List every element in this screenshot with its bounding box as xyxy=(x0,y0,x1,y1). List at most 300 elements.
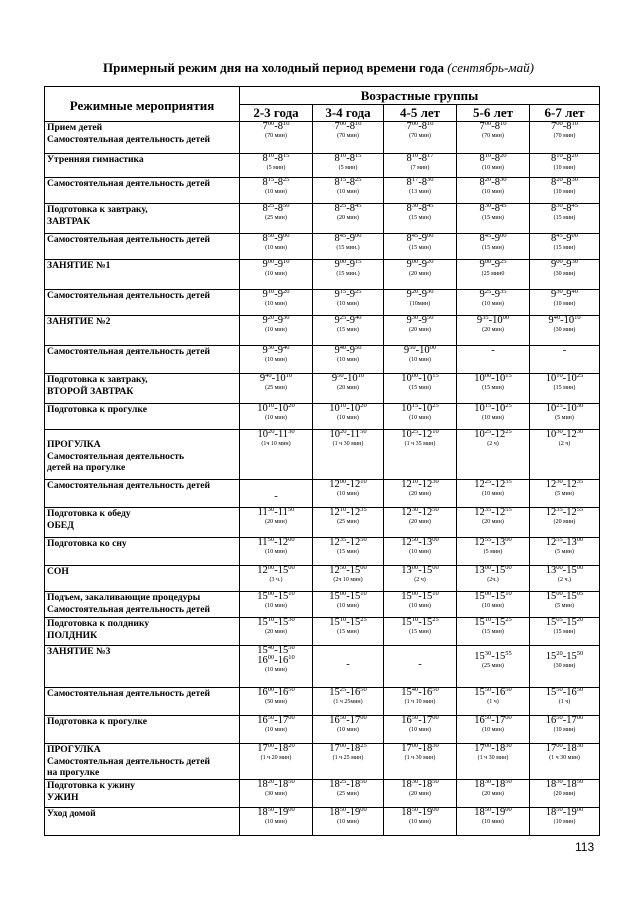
time-range: $12^{30}-12^{50}$ xyxy=(401,506,439,518)
time-minutes: 30 xyxy=(571,258,579,265)
activity-cell xyxy=(45,290,240,316)
time-minutes: 20 xyxy=(500,152,507,159)
duration: (20 мин) xyxy=(337,385,359,391)
time-minutes: 00 xyxy=(484,590,492,597)
time-range: $9^{40}-10^{10}$ xyxy=(548,314,581,326)
time-hours: 12 xyxy=(349,479,361,490)
time-minutes: 25 xyxy=(339,202,347,209)
time-minutes: 50 xyxy=(409,344,416,351)
time-minutes: 00 xyxy=(505,806,512,813)
table-row xyxy=(45,154,600,178)
time-hours: 12 xyxy=(329,507,340,518)
time-minutes: 20 xyxy=(360,402,367,409)
activity-cell xyxy=(45,688,240,716)
duration: (30 мин) xyxy=(553,663,576,669)
time-hours: 19 xyxy=(349,807,361,818)
duration: (15 мин) xyxy=(409,215,431,221)
time-hours: 15 xyxy=(421,565,433,576)
duration: (25 мин) xyxy=(265,215,287,221)
time-hours: 10 xyxy=(421,403,433,414)
time-hours: 18 xyxy=(277,743,289,754)
time-minutes: 55 xyxy=(576,506,584,513)
time-minutes: 00 xyxy=(267,120,275,127)
time-minutes: 50 xyxy=(267,806,275,813)
time-hours: 18 xyxy=(494,743,506,754)
time-hours: 9 xyxy=(334,315,340,326)
time-hours: 12 xyxy=(494,429,506,440)
time-range: $9^{00}-9^{15}$ xyxy=(334,258,362,270)
time-cell xyxy=(530,154,600,178)
duration: (10 мин) xyxy=(265,549,287,555)
time-range: $12^{35}-12^{55}$ xyxy=(545,506,584,518)
time-cell xyxy=(457,290,530,316)
time-cell xyxy=(384,716,457,744)
time-minutes: 10 xyxy=(484,152,492,159)
time-hours: 15 xyxy=(277,591,289,602)
time-minutes: 35 xyxy=(484,506,492,513)
duration: (10 мин) xyxy=(337,415,359,421)
time-cell xyxy=(313,178,384,204)
time-hours: 9 xyxy=(548,315,554,326)
time-hours: 15 xyxy=(545,651,557,662)
time-minutes: 55 xyxy=(556,536,563,543)
time-hours: 13 xyxy=(545,565,557,576)
time-minutes: 30 xyxy=(556,778,563,785)
time-minutes: 00 xyxy=(411,120,419,127)
time-hours: 17 xyxy=(329,743,340,754)
duration: (10 мин) xyxy=(553,819,576,825)
time-minutes: 20 xyxy=(283,288,290,295)
activity-line: Подготовка к прогулке xyxy=(47,404,147,415)
time-cell xyxy=(240,430,313,480)
time-minutes: 10 xyxy=(556,372,563,379)
time-minutes: 00 xyxy=(339,478,347,485)
time-minutes: 15 xyxy=(505,372,512,379)
title-note: (сентябрь-май) xyxy=(447,60,534,75)
duration: (5 мин) xyxy=(338,165,358,171)
time-cell xyxy=(313,430,384,480)
activity-line: ЗАВТРАК xyxy=(47,215,91,227)
time-cell xyxy=(313,260,384,290)
time-hours: 15 xyxy=(545,687,557,698)
time-minutes: 15 xyxy=(283,152,290,159)
time-minutes: 30 xyxy=(411,778,419,785)
time-minutes: 17 xyxy=(427,152,434,159)
time-hours: 11 xyxy=(349,429,361,440)
time-minutes: 25 xyxy=(283,176,290,183)
time-hours: 19 xyxy=(277,807,289,818)
time-cell xyxy=(313,508,384,538)
time-hours: 15 xyxy=(474,617,485,628)
time-range: $9^{00}-9^{20}$ xyxy=(406,258,434,270)
time-minutes: 10 xyxy=(427,120,434,127)
time-cell xyxy=(240,646,313,688)
time-minutes: 00 xyxy=(267,742,275,749)
time-minutes: 30 xyxy=(288,428,295,435)
time-minutes: 00 xyxy=(505,564,512,571)
time-range: $10^{25}-12^{10}$ xyxy=(401,428,439,440)
time-range: $8^{20}-8^{30}$ xyxy=(551,176,579,188)
time-minutes: 00 xyxy=(576,536,584,543)
time-minutes: 30 xyxy=(576,742,584,749)
time-hours: 15 xyxy=(421,617,433,628)
time-minutes: 00 xyxy=(432,536,439,543)
time-range: $9^{00}-9^{10}$ xyxy=(262,258,290,270)
time-hours: 16 xyxy=(329,715,340,726)
duration: (10 мин) xyxy=(409,727,431,733)
group-header: 5-6 лет xyxy=(457,105,530,122)
activity-cell xyxy=(45,204,240,234)
time-minutes: 00 xyxy=(556,564,563,571)
time-hours: 10 xyxy=(566,373,577,384)
time-minutes: 30 xyxy=(288,616,295,623)
duration: (70 мин) xyxy=(482,133,504,139)
time-cell xyxy=(313,154,384,178)
duration: (15 мин) xyxy=(337,549,359,555)
time-cell xyxy=(313,346,384,374)
activity-cell xyxy=(45,744,240,780)
time-range: $9^{20}-9^{30}$ xyxy=(262,314,290,326)
duration: (10 мин) xyxy=(265,271,287,277)
duration: (10 мин) xyxy=(553,727,576,733)
time-hours: 10 xyxy=(329,403,340,414)
time-minutes: 30 xyxy=(484,778,492,785)
time-minutes: 30 xyxy=(432,478,439,485)
time-cell xyxy=(530,566,600,592)
time-cell xyxy=(530,592,600,618)
time-hours: 18 xyxy=(474,779,485,790)
time-hours: 17 xyxy=(421,715,433,726)
time-minutes: 25 xyxy=(505,428,512,435)
activity-cell xyxy=(45,260,240,290)
time-cell xyxy=(530,234,600,260)
time-cell xyxy=(240,316,313,346)
time-range: $8^{25}-8^{45}$ xyxy=(334,202,362,214)
time-minutes: 50 xyxy=(432,778,439,785)
time-range: $9^{40}-10^{10}$ xyxy=(259,372,293,384)
time-minutes: 10 xyxy=(411,616,419,623)
time-minutes: 30 xyxy=(505,742,512,749)
activity-line: Подготовка к ужину xyxy=(47,780,135,791)
time-range: $9^{30}-9^{40}$ xyxy=(551,288,579,300)
time-cell xyxy=(530,316,600,346)
time-minutes: 50 xyxy=(432,506,439,513)
time-range: $16^{50}-17^{00}$ xyxy=(474,714,512,726)
time-cell xyxy=(384,404,457,430)
time-cell xyxy=(530,430,600,480)
time-hours: 12 xyxy=(566,507,577,518)
time-range: $15^{40}-16^{50}$ xyxy=(401,686,439,698)
time-cell xyxy=(313,716,384,744)
time-minutes: 10 xyxy=(339,506,347,513)
time-minutes: 25 xyxy=(484,288,492,295)
activity-cell xyxy=(45,154,240,178)
time-minutes: 50 xyxy=(288,644,295,651)
time-hours: 10 xyxy=(474,429,485,440)
time-range: $18^{50}-19^{00}$ xyxy=(257,806,295,818)
time-minutes: 00 xyxy=(411,742,419,749)
time-hours: 10 xyxy=(545,403,557,414)
time-range: $18^{50}-19^{00}$ xyxy=(474,806,512,818)
time-minutes: 50 xyxy=(576,650,584,657)
time-hours: 12 xyxy=(566,429,577,440)
time-cell xyxy=(313,290,384,316)
empty-mark: - xyxy=(491,345,495,356)
time-minutes: 10 xyxy=(411,152,419,159)
time-minutes: 10 xyxy=(283,258,290,265)
time-hours: 8 xyxy=(551,153,557,164)
time-hours: 7 xyxy=(479,121,485,132)
time-hours: 7 xyxy=(406,121,412,132)
duration: (20 мин) xyxy=(337,215,359,221)
time-hours: 13 xyxy=(421,537,433,548)
time-range: $9^{50}-10^{10}$ xyxy=(331,372,365,384)
time-minutes: 00 xyxy=(267,258,275,265)
time-cell xyxy=(530,744,600,780)
time-cell xyxy=(384,618,457,646)
time-minutes: 25 xyxy=(556,402,563,409)
duration: (2ч 10 мин) xyxy=(333,577,363,583)
time-cell xyxy=(313,566,384,592)
time-range: $15^{20}-15^{50}$ xyxy=(545,650,584,662)
time-cell xyxy=(530,374,600,404)
time-cell xyxy=(384,374,457,404)
time-hours: 8 xyxy=(334,233,340,244)
time-range: $9^{25}-9^{40}$ xyxy=(334,314,362,326)
time-range: $9^{40}-9^{50}$ xyxy=(334,344,362,356)
time-hours: 8 xyxy=(479,233,485,244)
time-range: $12^{30}-12^{35}$ xyxy=(545,478,584,490)
time-minutes: 50 xyxy=(556,714,563,721)
time-range: $8^{15}-8^{25}$ xyxy=(334,176,362,188)
time-range: $15^{40}-15^{50}$ xyxy=(257,644,295,656)
table-row xyxy=(45,716,600,744)
time-hours: 8 xyxy=(262,153,268,164)
time-hours: 11 xyxy=(277,429,289,440)
time-range: $10^{25}-12^{25}$ xyxy=(474,428,512,440)
time-range: $10^{15}-10^{25}$ xyxy=(474,402,512,414)
time-hours: 8 xyxy=(494,121,500,132)
time-minutes: 50 xyxy=(339,806,347,813)
time-minutes: 50 xyxy=(411,536,419,543)
time-hours: 18 xyxy=(545,807,557,818)
time-cell xyxy=(240,178,313,204)
time-hours: 8 xyxy=(277,153,283,164)
time-cell xyxy=(240,260,313,290)
duration: (10 мин) xyxy=(482,189,504,195)
time-range: $7^{00}-8^{10}$ xyxy=(334,120,362,132)
activity-line: Самостоятельная деятельность детей xyxy=(47,688,211,699)
table-row xyxy=(45,780,600,808)
time-minutes: 00 xyxy=(571,232,579,239)
time-minutes: 10 xyxy=(288,590,295,597)
time-minutes: 40 xyxy=(553,314,561,321)
time-hours: 8 xyxy=(551,177,557,188)
time-minutes: 45 xyxy=(355,202,362,209)
time-hours: 8 xyxy=(479,203,485,214)
time-hours: 15 xyxy=(257,617,268,628)
duration: (10 мин) xyxy=(482,491,504,497)
time-minutes: 15 xyxy=(339,176,347,183)
time-cell xyxy=(384,780,457,808)
time-minutes: 50 xyxy=(360,428,367,435)
time-hours: 10 xyxy=(474,403,485,414)
time-minutes: 50 xyxy=(355,344,362,351)
activity-line: Подготовка к прогулке xyxy=(47,716,147,727)
time-hours: 17 xyxy=(401,743,412,754)
time-hours: 15 xyxy=(494,617,506,628)
time-range: $10^{10}-10^{25}$ xyxy=(545,372,584,384)
time-range: $8^{30}-8^{45}$ xyxy=(479,202,507,214)
time-minutes: 30 xyxy=(283,314,290,321)
activity-cell xyxy=(45,404,240,430)
time-cell xyxy=(384,316,457,346)
time-hours: 18 xyxy=(421,743,433,754)
time-minutes: 00 xyxy=(502,314,510,321)
time-hours: 17 xyxy=(349,715,361,726)
time-range: $10^{10}-10^{20}$ xyxy=(257,402,295,414)
time-minutes: 00 xyxy=(411,372,419,379)
time-hours: 8 xyxy=(566,153,572,164)
duration: (70 мин) xyxy=(409,133,431,139)
time-hours: 9 xyxy=(494,289,500,300)
time-range: $12^{35}-12^{55}$ xyxy=(474,506,512,518)
activity-col-header: Режимные мероприятия xyxy=(45,87,240,122)
time-hours: 8 xyxy=(277,203,283,214)
time-minutes: 10 xyxy=(267,402,275,409)
time-minutes: 00 xyxy=(556,120,563,127)
duration: (2 ч) xyxy=(558,441,571,447)
table-row xyxy=(45,618,600,646)
time-cell xyxy=(240,234,313,260)
time-hours: 15 xyxy=(474,591,485,602)
time-hours: 10 xyxy=(545,373,557,384)
time-range: $9^{00}-9^{30}$ xyxy=(551,258,579,270)
time-range: $8^{30}-8^{45}$ xyxy=(406,202,434,214)
table-row xyxy=(45,646,600,688)
time-minutes: 10 xyxy=(267,288,275,295)
empty-mark: - xyxy=(346,659,350,670)
table-row xyxy=(45,346,600,374)
time-hours: 13 xyxy=(494,537,506,548)
time-cell xyxy=(457,780,530,808)
time-minutes: 30 xyxy=(556,202,563,209)
time-hours: 9 xyxy=(551,289,557,300)
time-cell xyxy=(240,618,313,646)
duration: (10 мин) xyxy=(553,165,576,171)
time-hours: 12 xyxy=(349,537,361,548)
duration: (1 ч) xyxy=(558,699,571,705)
time-hours: 7 xyxy=(262,121,268,132)
time-range: $16^{50}-17^{00}$ xyxy=(545,714,584,726)
time-cell xyxy=(530,780,600,808)
activity-line: ЗАНЯТИЕ №2 xyxy=(47,316,111,327)
time-range: $10^{30}-12^{30}$ xyxy=(545,428,584,440)
time-hours: 13 xyxy=(474,565,485,576)
time-hours: 15 xyxy=(474,687,485,698)
time-range: $17^{00}-18^{20}$ xyxy=(257,742,295,754)
duration: (5 мин) xyxy=(266,165,286,171)
duration: (20 мин) xyxy=(482,791,504,797)
time-minutes: 45 xyxy=(427,202,434,209)
time-minutes: 10 xyxy=(411,478,419,485)
page-title xyxy=(0,60,637,76)
time-range: $9^{50}-10^{00}$ xyxy=(403,344,437,356)
table-row xyxy=(45,430,600,480)
time-hours: 18 xyxy=(494,779,506,790)
time-hours: 18 xyxy=(401,807,412,818)
time-minutes: 45 xyxy=(571,202,579,209)
time-range: $15^{10}-15^{25}$ xyxy=(329,616,367,628)
time-hours: 16 xyxy=(474,715,485,726)
time-hours: 18 xyxy=(349,779,361,790)
time-cell xyxy=(384,744,457,780)
table-row xyxy=(45,744,600,780)
table-row xyxy=(45,234,600,260)
time-minutes: 55 xyxy=(505,506,512,513)
activity-line: Самостоятельная деятельность детей xyxy=(47,133,211,145)
time-minutes: 05 xyxy=(556,616,563,623)
time-minutes: 10 xyxy=(357,372,365,379)
time-cell xyxy=(530,646,600,688)
time-hours: 16 xyxy=(257,655,268,666)
time-minutes: 10 xyxy=(360,478,367,485)
time-minutes: 40 xyxy=(267,644,275,651)
time-hours: 12 xyxy=(257,565,268,576)
time-hours: 12 xyxy=(401,537,412,548)
time-cell xyxy=(313,480,384,508)
time-minutes: 00 xyxy=(432,564,439,571)
time-hours: 8 xyxy=(406,233,412,244)
time-cell xyxy=(530,688,600,716)
time-range: $9^{35}-10^{00}$ xyxy=(476,314,510,326)
time-hours: 12 xyxy=(329,565,340,576)
time-minutes: 30 xyxy=(411,506,419,513)
time-hours: 9 xyxy=(406,259,412,270)
time-minutes: 35 xyxy=(339,536,347,543)
time-minutes: 30 xyxy=(432,742,439,749)
time-cell xyxy=(240,808,313,836)
time-hours: 18 xyxy=(566,743,577,754)
time-hours: 12 xyxy=(474,507,485,518)
time-range: $15^{10}-15^{25}$ xyxy=(474,616,512,628)
time-hours: 17 xyxy=(545,743,557,754)
time-hours: 9 xyxy=(349,289,355,300)
activity-line: УЖИН xyxy=(47,791,79,803)
time-hours: 10 xyxy=(419,345,430,356)
time-range: $16^{00}-16^{50}$ xyxy=(257,686,295,698)
time-range: $12^{10}-12^{30}$ xyxy=(401,478,439,490)
age-groups-header: Возрастные группы xyxy=(240,87,600,105)
time-minutes: 30 xyxy=(556,428,563,435)
duration: (10 мин) xyxy=(265,327,287,333)
time-minutes: 00 xyxy=(360,564,367,571)
time-hours: 12 xyxy=(401,507,412,518)
time-minutes: 10 xyxy=(571,120,579,127)
time-cell xyxy=(457,808,530,836)
duration: (10 мин) xyxy=(409,357,431,363)
time-minutes: 00 xyxy=(411,258,419,265)
time-minutes: 30 xyxy=(556,288,563,295)
time-minutes: 50 xyxy=(267,714,275,721)
duration: (20 мин) xyxy=(553,791,576,797)
time-hours: 19 xyxy=(566,807,577,818)
time-hours: 10 xyxy=(349,403,361,414)
activity-cell xyxy=(45,480,240,508)
time-minutes: 35 xyxy=(500,288,507,295)
time-hours: 9 xyxy=(277,289,283,300)
time-minutes: 00 xyxy=(360,806,367,813)
